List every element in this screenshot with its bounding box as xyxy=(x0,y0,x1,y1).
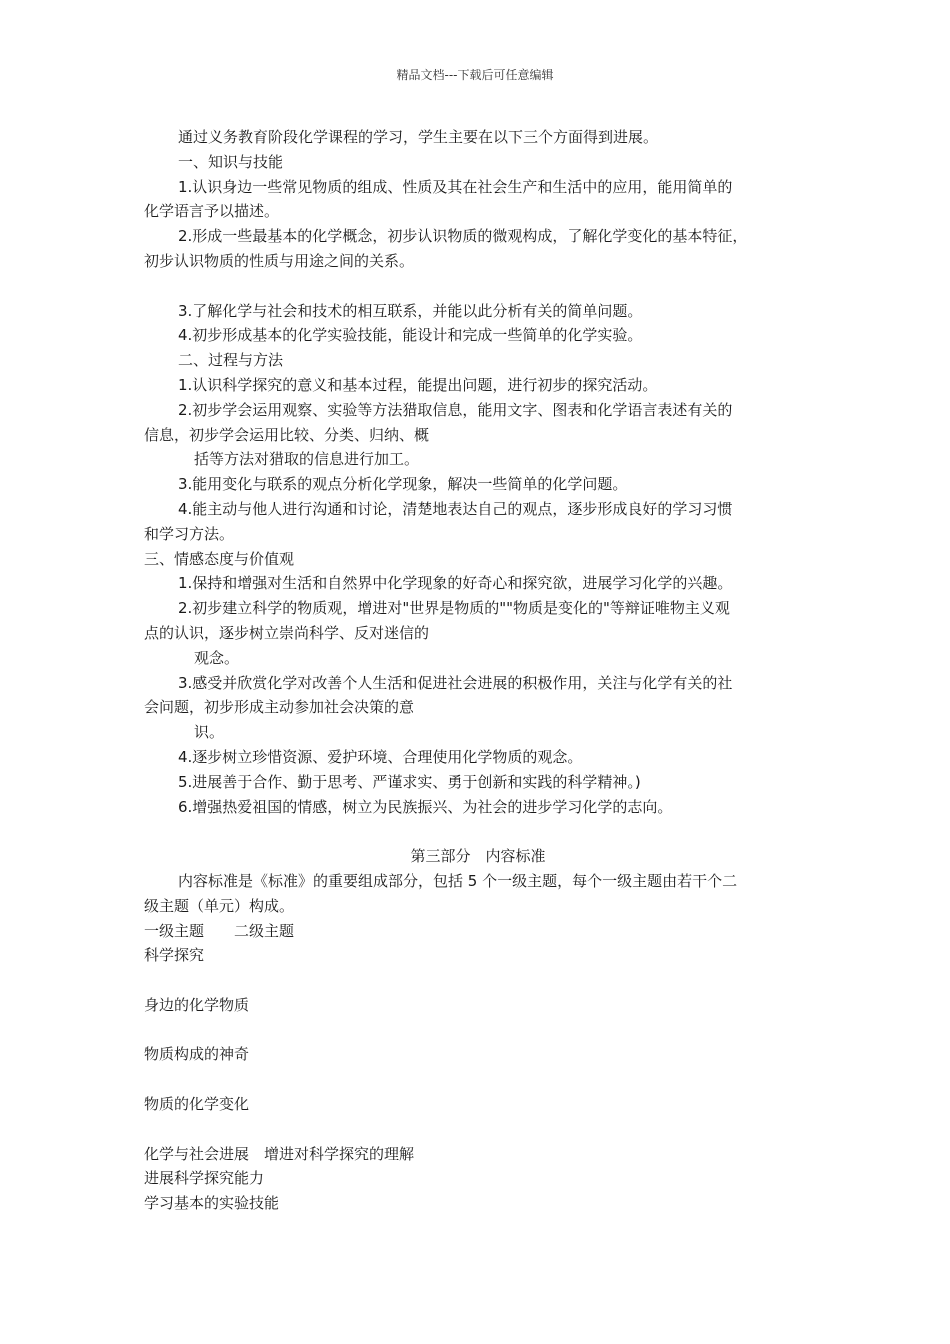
table-row: 物质构成的神奇 xyxy=(144,1045,250,1064)
table-row: 进展科学探究能力 xyxy=(144,1169,265,1188)
list-item: 2.形成一些最基本的化学概念，初步认识物质的微观构成，了解化学变化的基本特征， xyxy=(178,227,748,246)
list-item: 4.逐步树立珍惜资源、爱护环境、合理使用化学物质的观念。 xyxy=(178,747,583,766)
table-row: 化学与社会进展 增进对科学探究的理解 xyxy=(144,1144,415,1163)
list-item: 4.初步形成基本的化学实验技能，能设计和完成一些简单的化学实验。 xyxy=(178,326,643,345)
list-item-continuation: 信息，初步学会运用比较、分类、归纳、概 xyxy=(144,425,430,444)
list-item-continuation: 括等方法对猎取的信息进行加工。 xyxy=(194,450,420,469)
list-item-continuation: 识。 xyxy=(194,723,225,742)
table-row: 科学探究 xyxy=(144,946,205,965)
list-item-continuation: 会问题，初步形成主动参加社会决策的意 xyxy=(144,698,415,717)
page-header: 精品文档---下载后可任意编辑 xyxy=(396,68,554,82)
intro-paragraph: 通过义务教育阶段化学课程的学习，学生主要在以下三个方面得到进展。 xyxy=(178,128,659,146)
list-item-continuation: 点的认识，逐步树立崇尚科学、反对迷信的 xyxy=(144,623,430,642)
list-item: 3.感受并欣赏化学对改善个人生活和促进社会进展的积极作用，关注与化学有关的社 xyxy=(178,673,733,692)
list-item-continuation: 初步认识物质的性质与用途之间的关系。 xyxy=(144,251,415,270)
paragraph: 内容标准是《标准》的重要组成部分，包括 5 个一级主题，每个一级主题由若干个二 xyxy=(178,871,738,890)
list-item: 3.了解化学与社会和技术的相互联系，并能以此分析有关的简单问题。 xyxy=(178,301,643,320)
section-heading: 一、知识与技能 xyxy=(178,152,284,171)
table-row: 物质的化学变化 xyxy=(144,1095,250,1114)
list-item: 2.初步学会运用观察、实验等方法猎取信息，能用文字、图表和化学语言表述有关的 xyxy=(178,400,733,419)
list-item: 1.认识身边一些常见物质的组成、性质及其在社会生产和生活中的应用，能用简单的 xyxy=(178,177,733,196)
list-item: 6.增强热爱祖国的情感，树立为民族振兴、为社会的进步学习化学的志向。 xyxy=(178,797,673,816)
list-item: 3.能用变化与联系的观点分析化学现象，解决一些简单的化学问题。 xyxy=(178,475,628,494)
list-item: 1.认识科学探究的意义和基本过程，能提出问题，进行初步的探究活动。 xyxy=(178,375,658,394)
section-heading: 二、过程与方法 xyxy=(178,351,284,370)
table-row: 学习基本的实验技能 xyxy=(144,1194,280,1213)
blank-line xyxy=(144,1018,812,1043)
blank-line xyxy=(144,1117,812,1142)
document-body xyxy=(144,125,812,1216)
blank-line xyxy=(144,819,812,844)
list-item-continuation: 化学语言予以描述。 xyxy=(144,202,280,221)
list-item: 5.进展善于合作、勤于思考、严谨求实、勇于创新和实践的科学精神。) xyxy=(178,772,641,791)
list-item: 2.初步建立科学的物质观，增进对"世界是物质的""物质是变化的"等辩证唯物主义观 xyxy=(178,599,730,618)
list-item: 1.保持和增强对生活和自然界中化学现象的好奇心和探究欲，进展学习化学的兴趣。 xyxy=(178,574,733,593)
paragraph-continuation: 级主题（单元）构成。 xyxy=(144,896,295,915)
blank-line xyxy=(144,968,812,993)
blank-line xyxy=(144,274,812,299)
table-header: 一级主题 二级主题 xyxy=(144,921,295,940)
list-item-continuation: 观念。 xyxy=(194,648,240,667)
list-item-continuation: 和学习方法。 xyxy=(144,524,235,543)
list-item: 4.能主动与他人进行沟通和讨论，清楚地表达自己的观点，逐步形成良好的学习习惯 xyxy=(178,499,733,518)
table-row: 身边的化学物质 xyxy=(144,995,250,1014)
section-heading: 三、情感态度与价值观 xyxy=(144,549,295,568)
part-title: 第三部分 内容标准 xyxy=(410,847,546,866)
blank-line xyxy=(144,1067,812,1092)
